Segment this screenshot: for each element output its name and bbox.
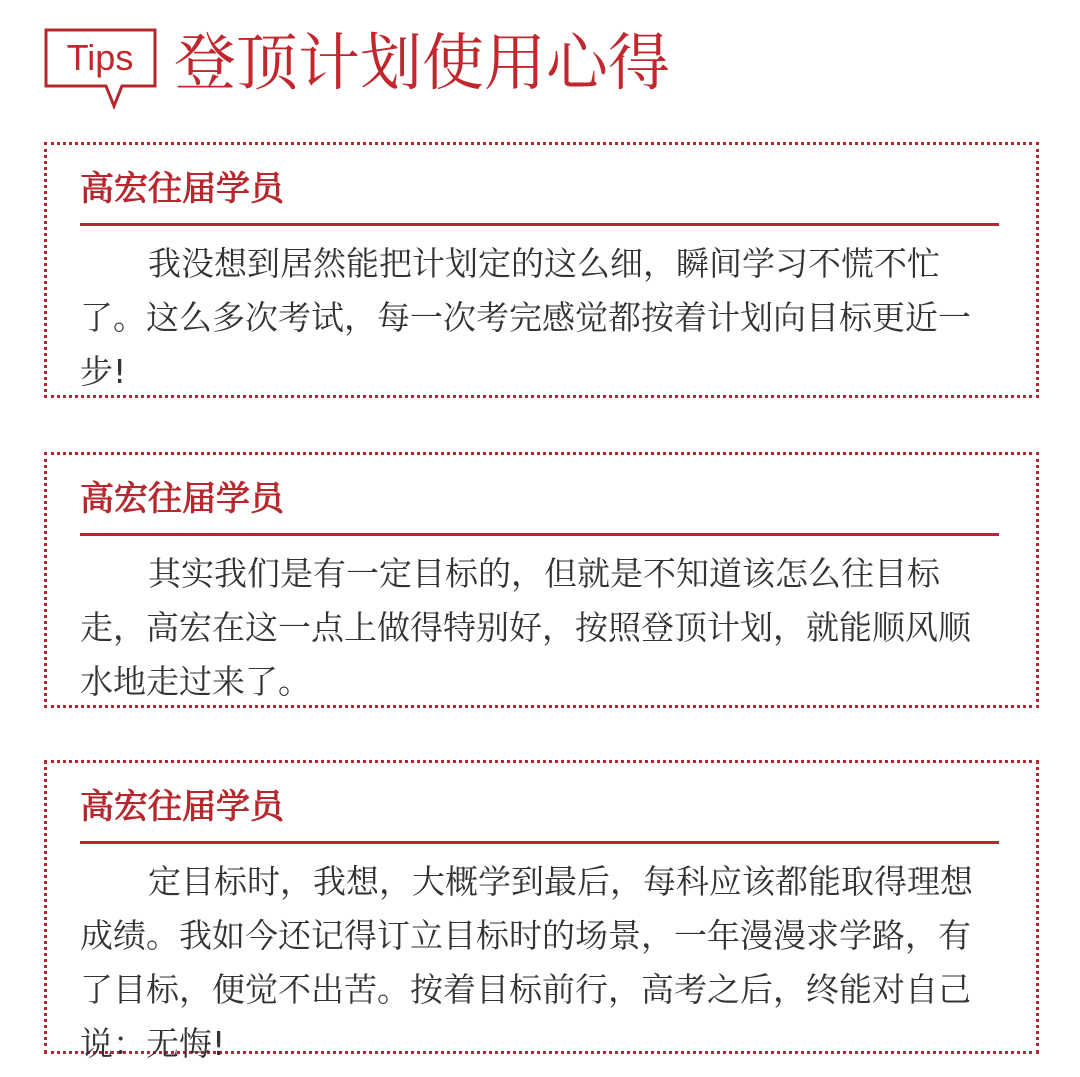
page-title: 登顶计划使用心得 (174, 26, 671, 99)
card-body: 我没想到居然能把计划定的这么细，瞬间学习不慌不忙了。这么多次考试，每一次考完感觉都按着计划向目标更近一步! (80, 244, 971, 391)
card-title: 高宏往届学员 (80, 787, 284, 827)
card-body: 定目标时，我想，大概学到最后，每科应该都能取得理想成绩。我如今还记得订立目标时的场景，一年漫漫求学路，有了目标，便觉不出苦。按着目标前行，高考之后，终能对自己说：无悔! (80, 862, 973, 1063)
card-divider (80, 841, 999, 844)
tips-badge (44, 28, 158, 110)
card-body: 其实我们是有一定目标的，但就是不知道该怎么往目标走，高宏在这一点上做得特别好，按照登顶计划，就能顺风顺水地走过来了。 (80, 554, 971, 701)
page-header (44, 28, 1044, 114)
card-title: 高宏往届学员 (80, 479, 284, 519)
testimonial-card (44, 760, 1039, 1063)
testimonial-card (44, 142, 1039, 398)
card-divider (80, 223, 999, 226)
testimonial-card (44, 452, 1039, 708)
card-divider (80, 533, 999, 536)
card-title: 高宏往届学员 (80, 169, 284, 209)
tips-badge-label: Tips (66, 37, 134, 78)
